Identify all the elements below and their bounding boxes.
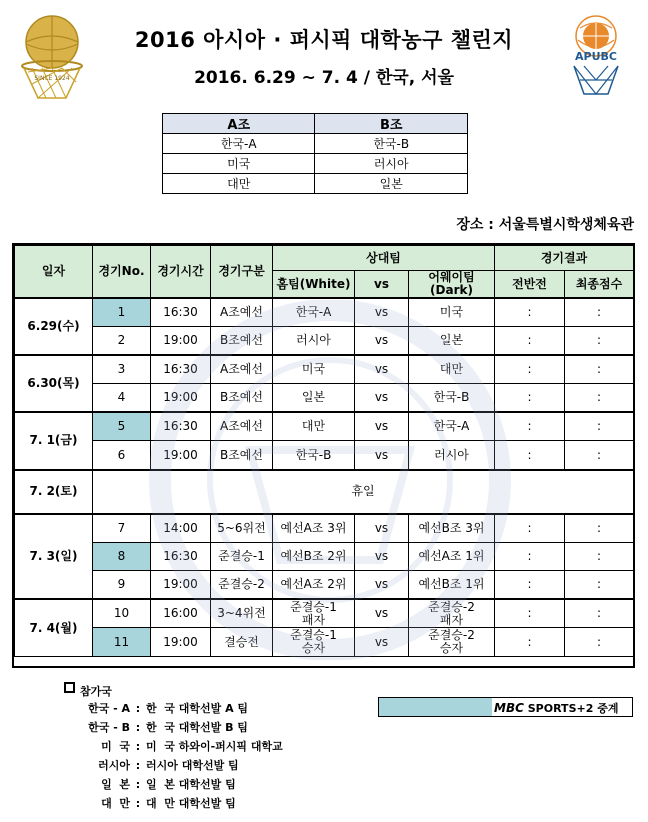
away-team-cell: 준결승-2 승자 (409, 628, 495, 657)
team-colon: : (135, 721, 141, 734)
away-team-cell: 러시아 (409, 441, 495, 470)
vs-cell: vs (355, 441, 409, 470)
half-score-cell: : (495, 542, 565, 571)
time-cell: 16:30 (151, 355, 211, 384)
game-no-cell: 5 (93, 412, 151, 441)
group-header-a: A조 (163, 114, 315, 134)
checkbox-square-icon (64, 682, 75, 693)
table-row (15, 298, 634, 327)
half-score-cell: : (495, 355, 565, 384)
team-entry (60, 738, 283, 754)
team-name: 한 국 대학선발 B 팀 (146, 721, 248, 734)
team-entry (60, 700, 248, 716)
home-team-cell: 일본 (273, 384, 355, 413)
game-no-cell: 9 (93, 571, 151, 600)
date-cell: 7. 1(금) (15, 412, 93, 469)
vs-cell: vs (355, 542, 409, 571)
broadcast-fill (379, 698, 492, 716)
type-cell: 준결승-1 (211, 542, 273, 571)
final-score-cell: : (565, 412, 634, 441)
table-row (15, 412, 634, 441)
final-score-cell: : (565, 599, 634, 628)
half-score-cell: : (495, 571, 565, 600)
team-name: 한 국 대학선발 A 팀 (146, 702, 249, 715)
apubc-logo-text: APUBC (575, 50, 617, 63)
table-row (15, 571, 634, 600)
team-code: 미 국 (101, 740, 130, 753)
time-cell: 16:30 (151, 542, 211, 571)
game-no-cell: 6 (93, 441, 151, 470)
home-team-cell: 대만 (273, 412, 355, 441)
game-no-cell: 4 (93, 384, 151, 413)
team-colon: : (135, 778, 141, 791)
type-cell: B조예선 (211, 384, 273, 413)
home-team-cell: 예선A조 3위 (273, 514, 355, 543)
time-cell: 16:00 (151, 599, 211, 628)
team-name: 일 본 대학선발 팀 (146, 778, 236, 791)
header-vs: vs (355, 271, 409, 299)
table-row (15, 628, 634, 657)
final-score-cell: : (565, 571, 634, 600)
team-code: 러시아 (98, 759, 130, 772)
type-cell: B조예선 (211, 327, 273, 356)
type-cell: 3~4위전 (211, 599, 273, 628)
home-team-cell: 예선B조 2위 (273, 542, 355, 571)
table-row (15, 599, 634, 628)
half-score-cell: : (495, 327, 565, 356)
date-cell: 6.29(수) (15, 298, 93, 355)
final-score-cell: : (565, 384, 634, 413)
rest-day-cell: 휴일 (93, 470, 634, 514)
header-game-no: 경기No. (93, 246, 151, 299)
broadcast-label (494, 700, 618, 716)
final-score-cell: : (565, 298, 634, 327)
header-home: 홈팀(White) (273, 271, 355, 299)
home-team-cell: 한국-A (273, 298, 355, 327)
away-team-cell: 예선B조 3위 (409, 514, 495, 543)
home-team-cell: 예선A조 2위 (273, 571, 355, 600)
time-cell: 19:00 (151, 441, 211, 470)
time-cell: 19:00 (151, 327, 211, 356)
group-cell: 한국-A (163, 134, 315, 154)
vs-cell: vs (355, 298, 409, 327)
away-team-cell: 예선B조 1위 (409, 571, 495, 600)
final-score-cell: : (565, 514, 634, 543)
away-team-cell: 한국-B (409, 384, 495, 413)
team-code: 일 본 (101, 778, 130, 791)
time-cell: 19:00 (151, 571, 211, 600)
home-team-cell: 미국 (273, 355, 355, 384)
team-entry (60, 776, 236, 792)
date-cell: 7. 2(토) (15, 470, 93, 514)
game-no-cell: 11 (93, 628, 151, 657)
vs-cell: vs (355, 628, 409, 657)
venue-label: 장소 : 서울특별시학생체육관 (456, 217, 634, 233)
schedule-table (14, 245, 634, 657)
time-cell: 14:00 (151, 514, 211, 543)
final-score-cell: : (565, 355, 634, 384)
final-score-cell: : (565, 441, 634, 470)
group-cell: 대만 (163, 174, 315, 194)
team-colon: : (135, 797, 141, 810)
away-team-cell: 대만 (409, 355, 495, 384)
team-entry (60, 795, 236, 811)
game-no-cell: 10 (93, 599, 151, 628)
time-cell: 19:00 (151, 384, 211, 413)
away-team-cell: 준결승-2 패자 (409, 599, 495, 628)
half-score-cell: : (495, 514, 565, 543)
game-no-cell: 8 (93, 542, 151, 571)
game-no-cell: 3 (93, 355, 151, 384)
date-cell: 6.30(목) (15, 355, 93, 412)
header-type: 경기구분 (211, 246, 273, 299)
schedule-container (12, 243, 635, 668)
half-score-cell: : (495, 628, 565, 657)
broadcast-brand: MBC (494, 701, 524, 715)
final-score-cell: : (565, 542, 634, 571)
away-team-cell: 일본 (409, 327, 495, 356)
table-row (15, 441, 634, 470)
home-team-cell: 러시아 (273, 327, 355, 356)
date-cell: 7. 3(일) (15, 514, 93, 600)
game-no-cell: 2 (93, 327, 151, 356)
away-team-cell: 미국 (409, 298, 495, 327)
group-table (162, 113, 468, 194)
header-opponents: 상대팀 (273, 246, 495, 271)
away-team-cell: 한국-A (409, 412, 495, 441)
vs-cell: vs (355, 384, 409, 413)
half-score-cell: : (495, 384, 565, 413)
header-half: 전반전 (495, 271, 565, 299)
team-code: 한국 - A (88, 702, 130, 715)
header-final: 최종점수 (565, 271, 634, 299)
header-date: 일자 (15, 246, 93, 299)
group-cell: 미국 (163, 154, 315, 174)
team-entry (60, 719, 248, 735)
schedule-body (15, 298, 634, 657)
type-cell: B조예선 (211, 441, 273, 470)
type-cell: 준결승-2 (211, 571, 273, 600)
header-result: 경기결과 (495, 246, 634, 271)
game-no-cell: 7 (93, 514, 151, 543)
date-cell: 7. 4(월) (15, 599, 93, 656)
half-score-cell: : (495, 298, 565, 327)
time-cell: 16:30 (151, 298, 211, 327)
half-score-cell: : (495, 441, 565, 470)
home-team-cell: 준결승-1 패자 (273, 599, 355, 628)
vs-cell: vs (355, 355, 409, 384)
vs-cell: vs (355, 514, 409, 543)
group-cell: 일본 (315, 174, 468, 194)
header-away: 어웨이팀(Dark) (409, 271, 495, 299)
type-cell: 5~6위전 (211, 514, 273, 543)
group-cell: 러시아 (315, 154, 468, 174)
type-cell: A조예선 (211, 412, 273, 441)
team-name: 대 만 대학선발 팀 (146, 797, 236, 810)
vs-cell: vs (355, 412, 409, 441)
team-colon: : (135, 702, 141, 715)
table-row (15, 355, 634, 384)
page-subtitle: 2016. 6.29 ~ 7. 4 / 한국, 서울 (194, 68, 454, 88)
team-name: 러시아 대학선발 팀 (146, 759, 239, 772)
table-row (15, 542, 634, 571)
home-team-cell: 준결승-1 승자 (273, 628, 355, 657)
table-row (15, 327, 634, 356)
logo-left-text: SINCE 1924 (34, 75, 70, 82)
team-code: 한국 - B (88, 721, 130, 734)
group-header-b: B조 (315, 114, 468, 134)
vs-cell: vs (355, 327, 409, 356)
team-code: 대 만 (101, 797, 130, 810)
vs-cell: vs (355, 571, 409, 600)
final-score-cell: : (565, 327, 634, 356)
type-cell: A조예선 (211, 355, 273, 384)
group-cell: 한국-B (315, 134, 468, 154)
vs-cell: vs (355, 599, 409, 628)
page-title: 2016 아시아 · 퍼시픽 대학농구 챌린지 (134, 28, 514, 52)
team-colon: : (135, 740, 141, 753)
final-score-cell: : (565, 628, 634, 657)
time-cell: 16:30 (151, 412, 211, 441)
half-score-cell: : (495, 599, 565, 628)
broadcast-text: SPORTS+2 중계 (527, 702, 619, 715)
type-cell: A조예선 (211, 298, 273, 327)
game-no-cell: 1 (93, 298, 151, 327)
home-team-cell: 한국-B (273, 441, 355, 470)
team-colon: : (135, 759, 141, 772)
time-cell: 19:00 (151, 628, 211, 657)
team-entry (60, 757, 239, 773)
table-row (15, 384, 634, 413)
teams-heading: 참가국 (80, 685, 112, 698)
table-row (15, 514, 634, 543)
away-team-cell: 예선A조 1위 (409, 542, 495, 571)
header-time: 경기시간 (151, 246, 211, 299)
team-name: 미 국 하와이-퍼시픽 대학교 (146, 740, 283, 753)
type-cell: 결승전 (211, 628, 273, 657)
half-score-cell: : (495, 412, 565, 441)
